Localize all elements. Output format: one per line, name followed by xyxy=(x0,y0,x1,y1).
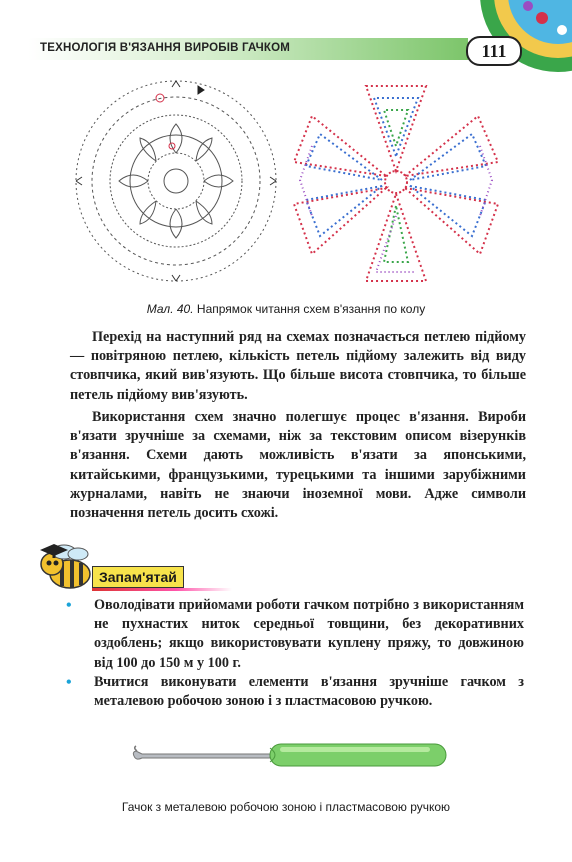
paragraph-2-text: Використання схем значно полегшує процес в'язання. Вироби в'язати зручніше за схемами, ніж за текстовим описом візерунків в'язання. Схеми дають можливість в'язати за японськими, китайськими, французькими, турецькими та іншими зарубіжними журналами, навіть не знаючи іноземної мови. Адже символи позначення петель досить схожі. xyxy=(70,409,526,522)
remember-label: Запам'ятай xyxy=(92,566,184,588)
running-header: ТЕХНОЛОГІЯ В'ЯЗАННЯ ВИРОБІВ ГАЧКОМ xyxy=(40,42,291,54)
remember-underline xyxy=(92,588,232,591)
bullet-icon: • xyxy=(66,597,72,614)
bullet-icon: • xyxy=(66,673,72,691)
figure-caption-prefix: Мал. 40. xyxy=(146,302,194,316)
remember-list xyxy=(64,596,524,711)
figure-caption xyxy=(0,302,572,316)
radial-triangle-crochet-chart-icon xyxy=(294,86,498,281)
bee-graduate-icon xyxy=(34,536,96,597)
paragraph-1-text: Перехід на наступний ряд на схемах позначається петлею підйому — повітряною петлею, кількість петель підйому залежить від виду стовпчика, який вив'язують. Що більше висота стовпчика, то більше петель підйому вив'язують. xyxy=(70,329,526,403)
paragraph-2 xyxy=(70,408,526,523)
figure-caption-text: Напрямок читання схем в'язання по колу xyxy=(193,302,426,316)
crochet-hook-image xyxy=(130,732,450,778)
figure-40 xyxy=(60,76,520,286)
hook-caption: Гачок з металевою робочою зоною і пластмасовою ручкою xyxy=(121,800,451,814)
crochet-diagrams xyxy=(60,76,520,286)
list-item xyxy=(64,673,524,711)
bullet-text: Оволодівати прийомами роботи гачком потрібно з використанням не пухнастих ниток середньої товщини, без декоративних оздоблень; якщо використовувати куплену пряжу, то довжиною від 100 до 150 м у 100 г. xyxy=(94,597,524,671)
crochet-hook-icon xyxy=(130,732,450,778)
list-item xyxy=(64,596,524,673)
page-number: 111 xyxy=(466,36,522,66)
paragraph-1 xyxy=(70,328,526,405)
round-doily-crochet-chart-icon xyxy=(76,81,276,281)
bullet-text: Вчитися виконувати елементи в'язання зручніше гачком з металевою робочою зоною і з пластмасовою ручкою. xyxy=(94,673,524,710)
